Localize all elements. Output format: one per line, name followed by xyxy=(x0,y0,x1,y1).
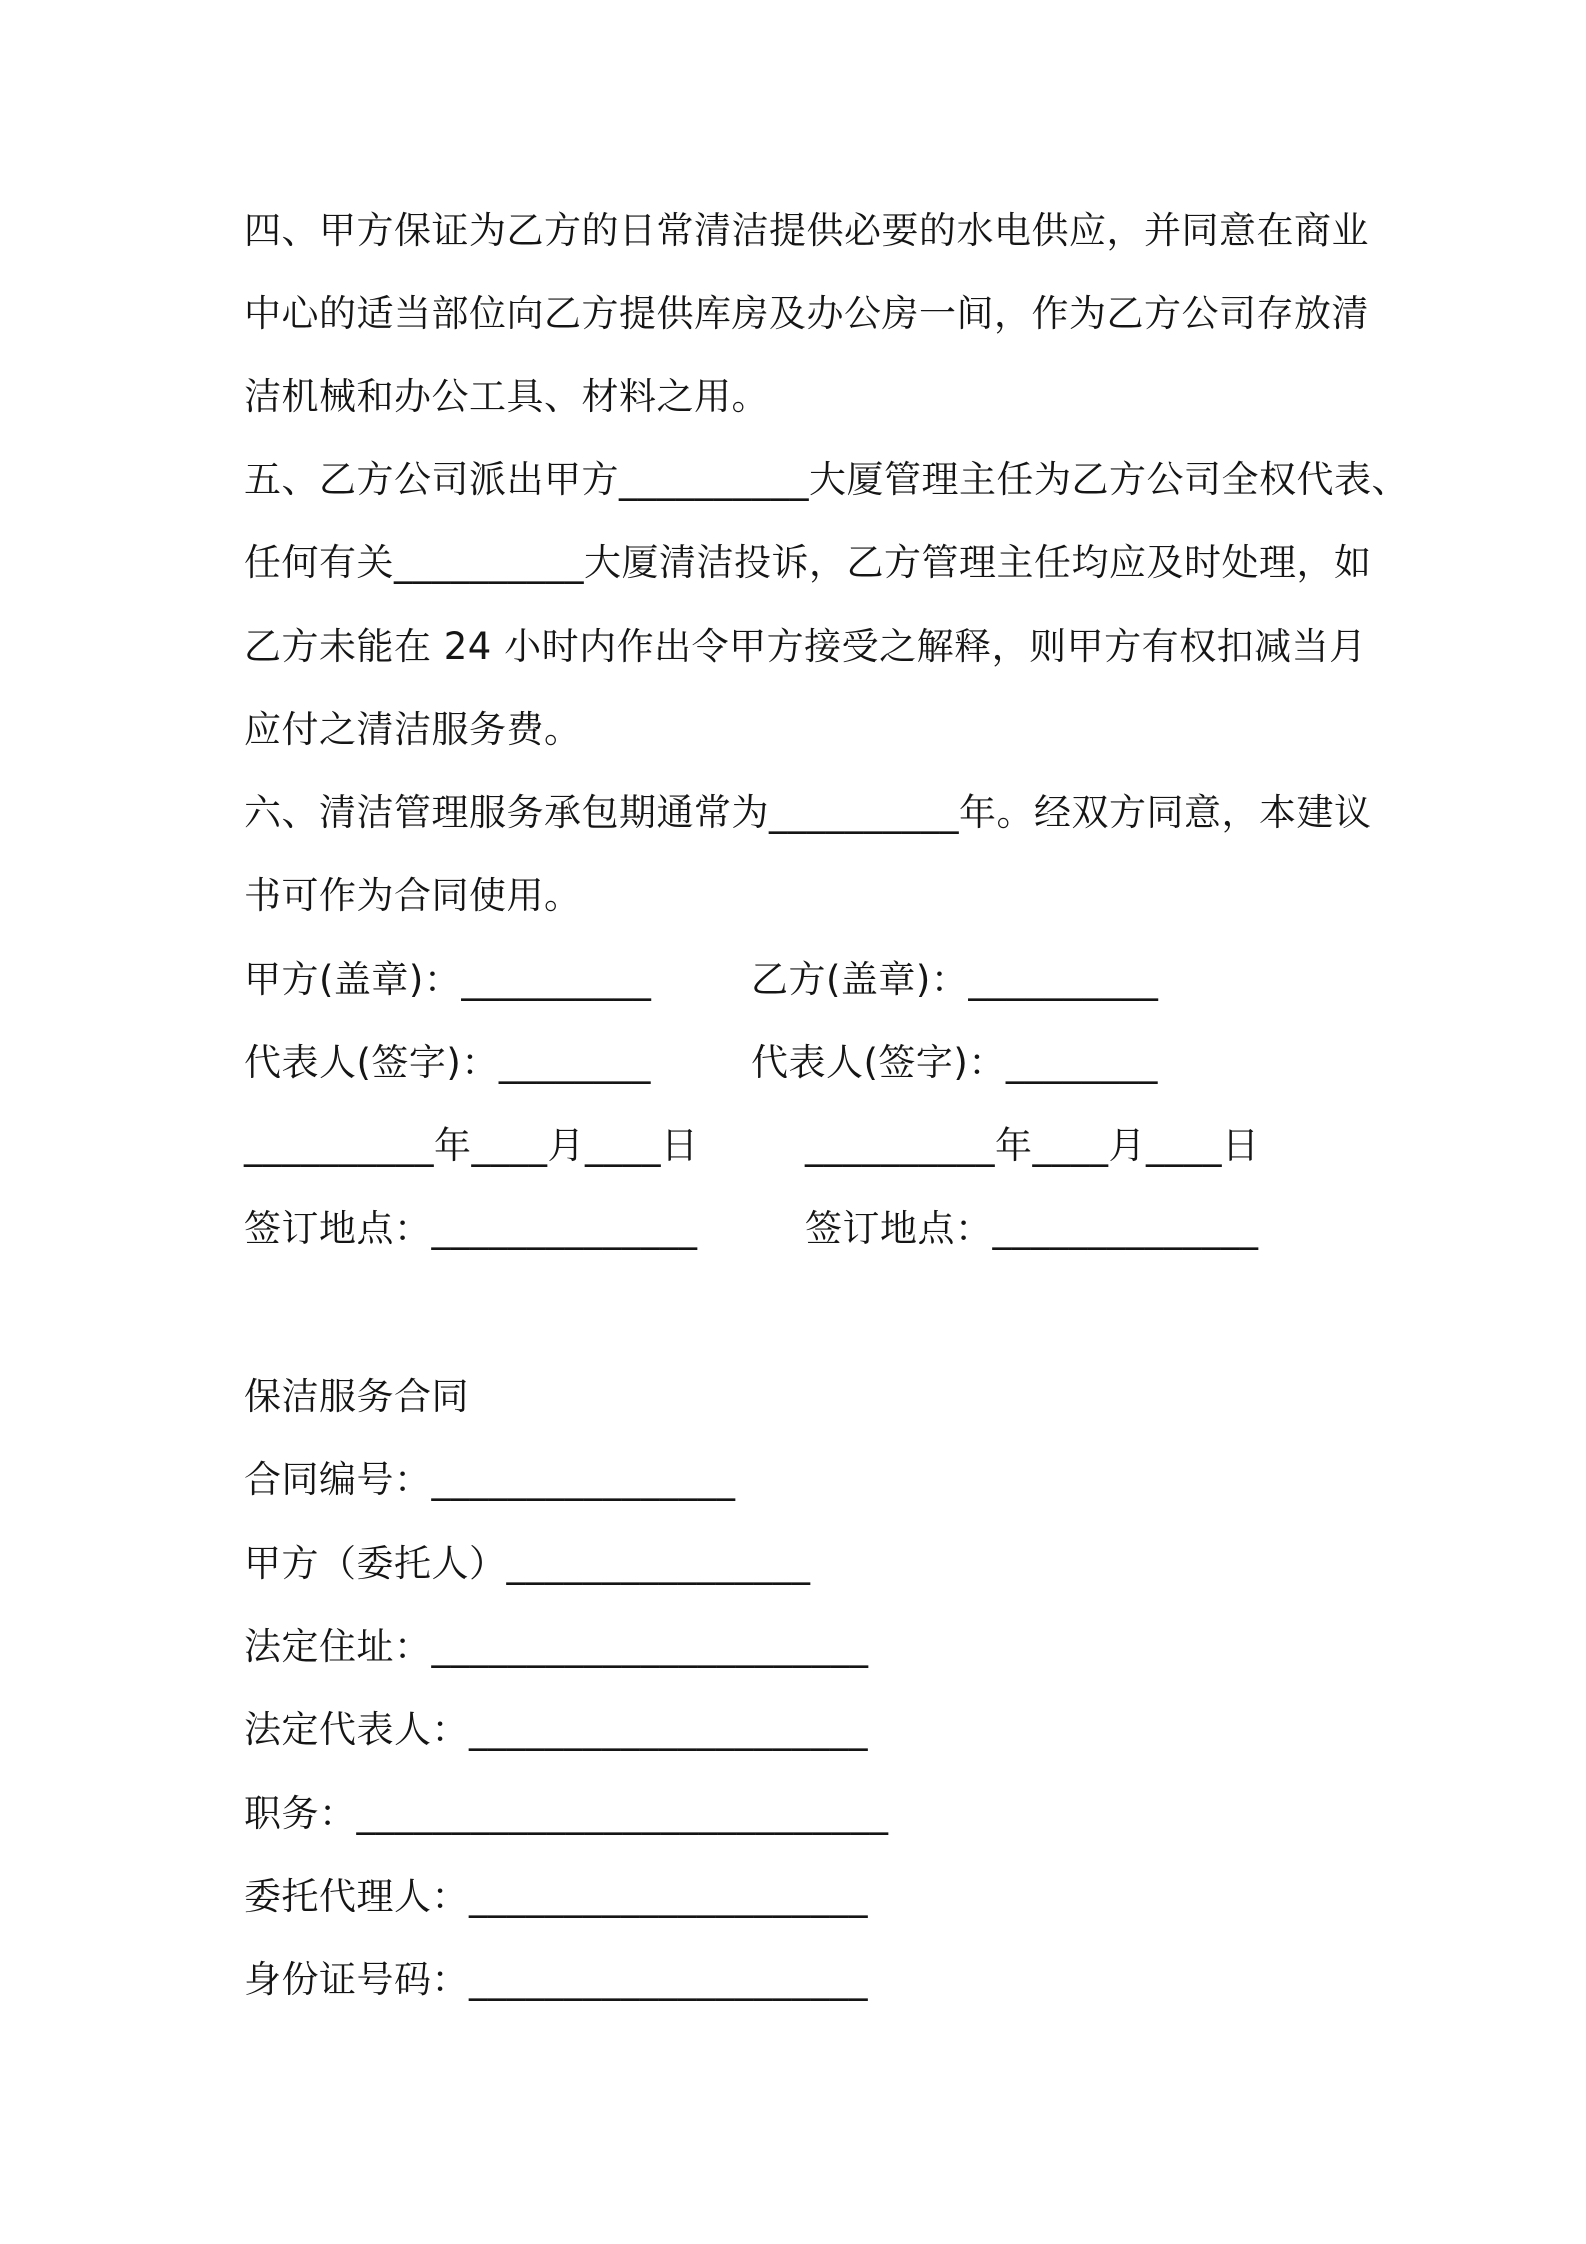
party-a-representative-field: 代表人(签字)：________ xyxy=(244,1041,651,1084)
contract-number-field: 合同编号：________________ xyxy=(244,1458,736,1501)
clause-5-line-3: 乙方未能在 24 小时内作出令甲方接受之解释，则甲方有权扣减当月 xyxy=(244,625,1367,668)
party-a-date-field: __________年____月____日 xyxy=(244,1124,699,1167)
legal-representative-field: 法定代表人：_____________________ xyxy=(244,1708,868,1751)
clause-4-line-1: 四、甲方保证为乙方的日常清洁提供必要的水电供应，并同意在商业 xyxy=(244,209,1369,252)
authorized-agent-field: 委托代理人：_____________________ xyxy=(244,1875,868,1918)
clause-5-line-2: 任何有关__________大厦清洁投诉，乙方管理主任均应及时处理，如 xyxy=(244,541,1372,584)
party-a-client-field: 甲方（委托人）________________ xyxy=(244,1542,811,1585)
clause-5-line-4: 应付之清洁服务费。 xyxy=(244,708,582,751)
clause-6-line-1: 六、清洁管理服务承包期通常为__________年。经双方同意，本建议 xyxy=(244,791,1372,834)
party-a-seal-field: 甲方(盖章)：__________ xyxy=(244,958,652,1001)
party-b-signing-place-field: 签订地点：______________ xyxy=(805,1207,1259,1250)
party-b-representative-field: 代表人(签字)：________ xyxy=(751,1041,1158,1084)
position-field: 职务：____________________________ xyxy=(244,1792,889,1835)
party-b-seal-field: 乙方(盖章)：__________ xyxy=(751,958,1159,1001)
party-a-signing-place-field: 签订地点：______________ xyxy=(244,1207,698,1250)
id-number-field: 身份证号码：_____________________ xyxy=(244,1958,868,2001)
clause-4-line-3: 洁机械和办公工具、材料之用。 xyxy=(244,375,769,418)
clause-6-line-2: 书可作为合同使用。 xyxy=(244,874,582,917)
party-b-date-field: __________年____月____日 xyxy=(805,1124,1260,1167)
clause-4-line-2: 中心的适当部位向乙方提供库房及办公房一间，作为乙方公司存放清 xyxy=(244,292,1369,335)
contract-title: 保洁服务合同 xyxy=(244,1375,469,1418)
clause-5-line-1: 五、乙方公司派出甲方__________大厦管理主任为乙方公司全权代表、 xyxy=(244,458,1409,501)
legal-address-field: 法定住址：_______________________ xyxy=(244,1625,869,1668)
